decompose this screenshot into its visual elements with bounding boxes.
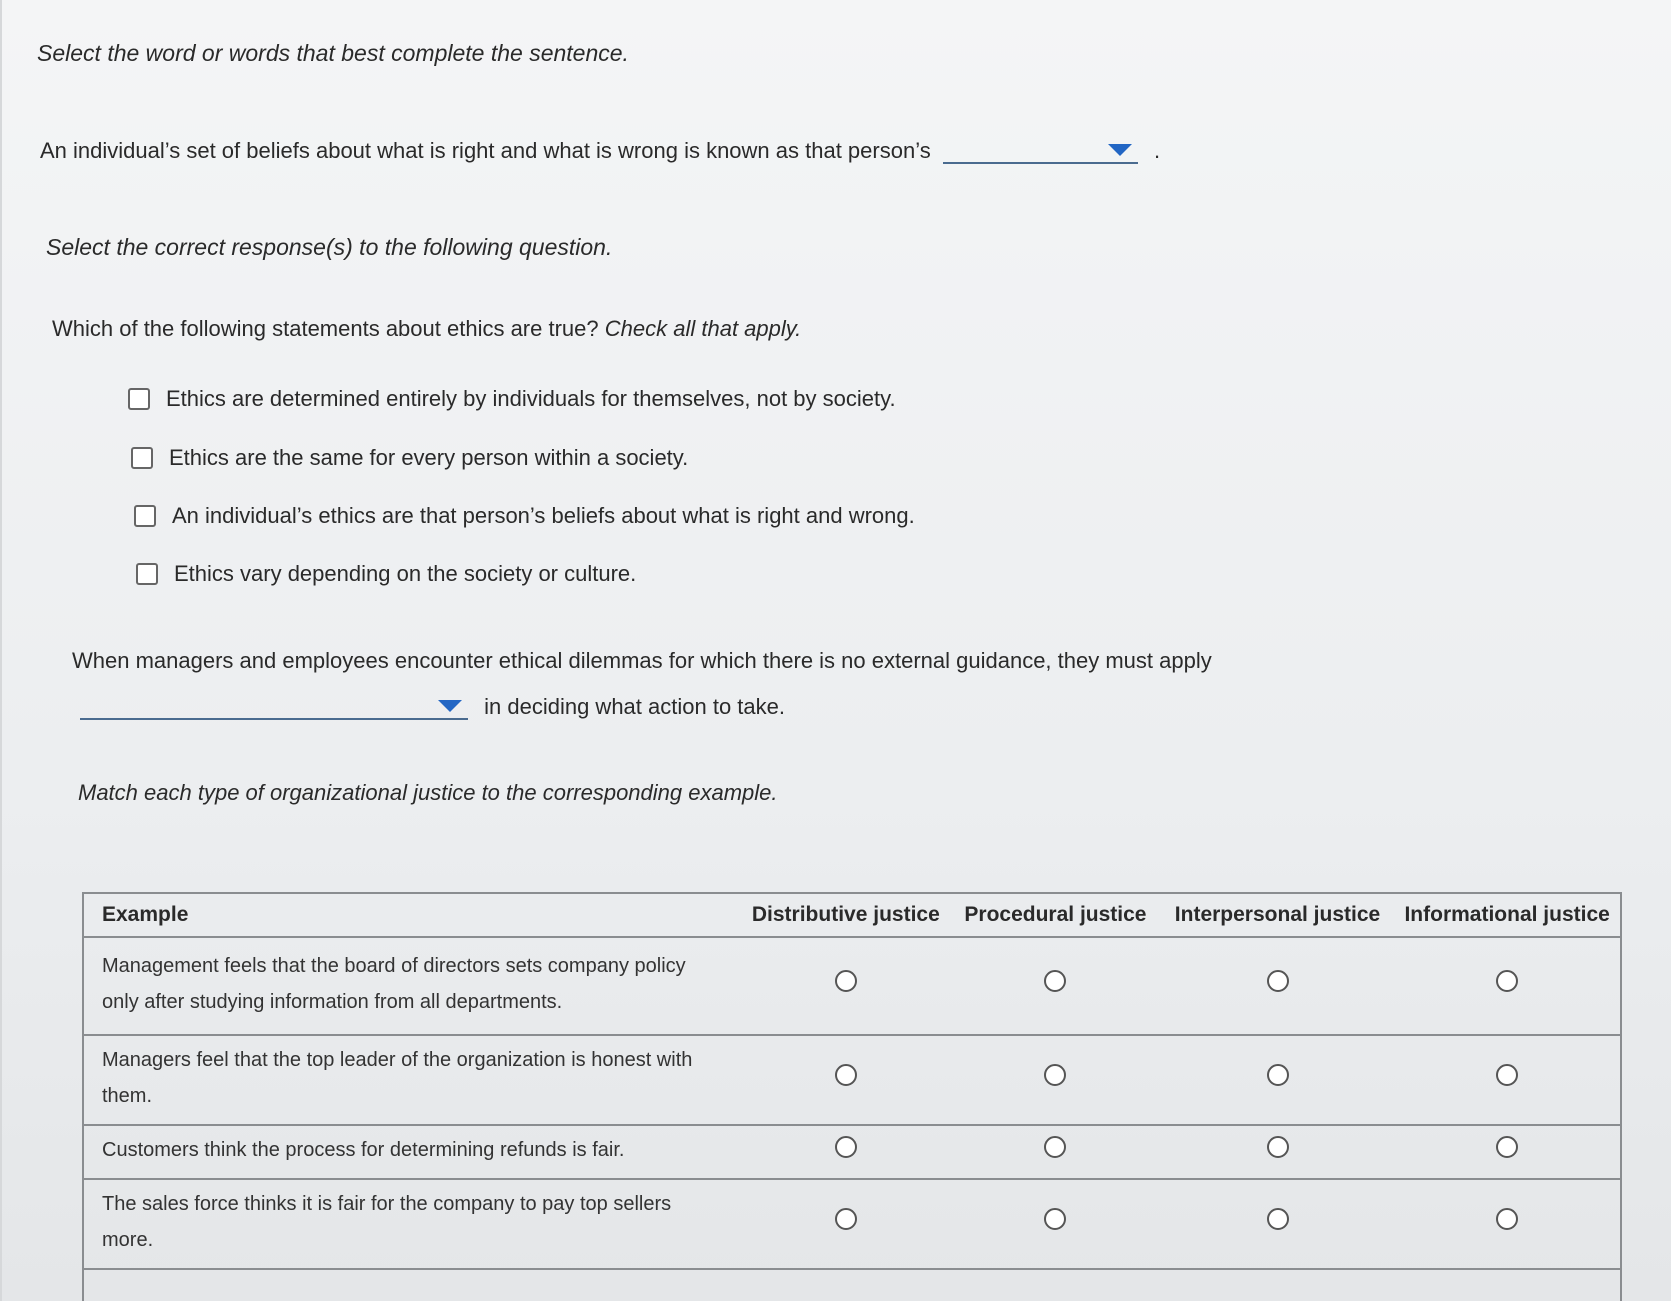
radio-informational[interactable] <box>1496 970 1518 992</box>
checkbox[interactable] <box>131 447 153 469</box>
chevron-down-icon <box>438 700 462 712</box>
radio-procedural[interactable] <box>1044 970 1066 992</box>
cell-informational <box>1392 1179 1622 1269</box>
radio-interpersonal[interactable] <box>1267 970 1289 992</box>
radio-interpersonal[interactable] <box>1267 1064 1289 1086</box>
cell-procedural <box>948 937 1162 1035</box>
q2-question <box>52 316 801 342</box>
cell-interpersonal <box>1163 937 1393 1035</box>
q3-dropdown[interactable] <box>80 690 468 720</box>
radio-interpersonal[interactable] <box>1267 1208 1289 1230</box>
radio-distributive[interactable] <box>835 1064 857 1086</box>
q2-option-label: An individual’s ethics are that person’s beliefs about what is right and wrong. <box>172 503 915 528</box>
cell-informational <box>1392 1035 1622 1125</box>
q3-line-2 <box>80 690 785 720</box>
col-header-procedural: Procedural justice <box>948 892 1162 937</box>
q1-sentence-line <box>40 134 1160 164</box>
row-example: Managers feel that the top leader of the organization is honest with them. <box>82 1035 743 1125</box>
radio-procedural[interactable] <box>1044 1136 1066 1158</box>
radio-procedural[interactable] <box>1044 1208 1066 1230</box>
q2-option-2[interactable] <box>131 445 688 471</box>
row-example: Management feels that the board of directors sets company policy only after studying information from all departments. <box>82 937 743 1035</box>
checkbox[interactable] <box>128 388 150 410</box>
cell-informational <box>1392 937 1622 1035</box>
radio-informational[interactable] <box>1496 1208 1518 1230</box>
q2-option-4[interactable] <box>136 561 636 587</box>
col-header-interpersonal: Interpersonal justice <box>1163 892 1393 937</box>
q2-option-1[interactable] <box>128 386 896 412</box>
q2-instruction: Select the correct response(s) to the following question. <box>46 234 613 260</box>
cell-procedural <box>948 1035 1162 1125</box>
cell-procedural <box>948 1179 1162 1269</box>
cell-interpersonal <box>1163 1125 1393 1179</box>
chevron-down-icon <box>1108 144 1132 156</box>
table-row <box>82 1125 1622 1179</box>
col-header-informational: Informational justice <box>1392 892 1622 937</box>
cell-interpersonal <box>1163 1035 1393 1125</box>
col-header-example: Example <box>82 892 743 937</box>
cell-procedural <box>948 1125 1162 1179</box>
q1-sentence: An individual’s set of beliefs about what is right and what is wrong is known as that person’s <box>40 138 931 163</box>
row-example: The sales force thinks it is fair for the company to pay top sellers more. <box>82 1179 743 1269</box>
radio-procedural[interactable] <box>1044 1064 1066 1086</box>
radio-distributive[interactable] <box>835 1136 857 1158</box>
q2-question-emphasis: Check all that apply. <box>604 316 802 341</box>
q2-option-label: Ethics vary depending on the society or culture. <box>174 561 637 586</box>
cell-interpersonal <box>1163 1179 1393 1269</box>
cell-informational <box>1392 1125 1622 1179</box>
radio-informational[interactable] <box>1496 1136 1518 1158</box>
table-header-row <box>82 892 1622 937</box>
radio-distributive[interactable] <box>835 970 857 992</box>
q3-sentence-after: in deciding what action to take. <box>484 694 785 719</box>
cell-distributive <box>743 1035 948 1125</box>
matching-table <box>82 892 1622 1270</box>
q4-instruction: Match each type of organizational justice to the corresponding example. <box>78 780 778 805</box>
checkbox[interactable] <box>136 563 158 585</box>
q1-period: . <box>1153 138 1161 163</box>
table-row <box>82 937 1622 1035</box>
q2-option-label: Ethics are the same for every person within a society. <box>169 445 689 470</box>
q1-dropdown[interactable] <box>943 134 1138 164</box>
q2-question-text: Which of the following statements about ethics are true? <box>52 316 599 341</box>
radio-distributive[interactable] <box>835 1208 857 1230</box>
col-header-distributive: Distributive justice <box>743 892 948 937</box>
table-row <box>82 1035 1622 1125</box>
radio-informational[interactable] <box>1496 1064 1518 1086</box>
cell-distributive <box>743 1179 948 1269</box>
cell-distributive <box>743 937 948 1035</box>
q1-instruction: Select the word or words that best complete the sentence. <box>37 40 629 66</box>
table-row <box>82 1179 1622 1269</box>
radio-interpersonal[interactable] <box>1267 1136 1289 1158</box>
row-example: Customers think the process for determining refunds is fair. <box>82 1125 743 1179</box>
q2-option-label: Ethics are determined entirely by individuals for themselves, not by society. <box>166 386 896 411</box>
q3-sentence-before: When managers and employees encounter ethical dilemmas for which there is no external guidance, they must apply <box>72 648 1212 673</box>
checkbox[interactable] <box>134 505 156 527</box>
cell-distributive <box>743 1125 948 1179</box>
q2-option-3[interactable] <box>134 503 915 529</box>
